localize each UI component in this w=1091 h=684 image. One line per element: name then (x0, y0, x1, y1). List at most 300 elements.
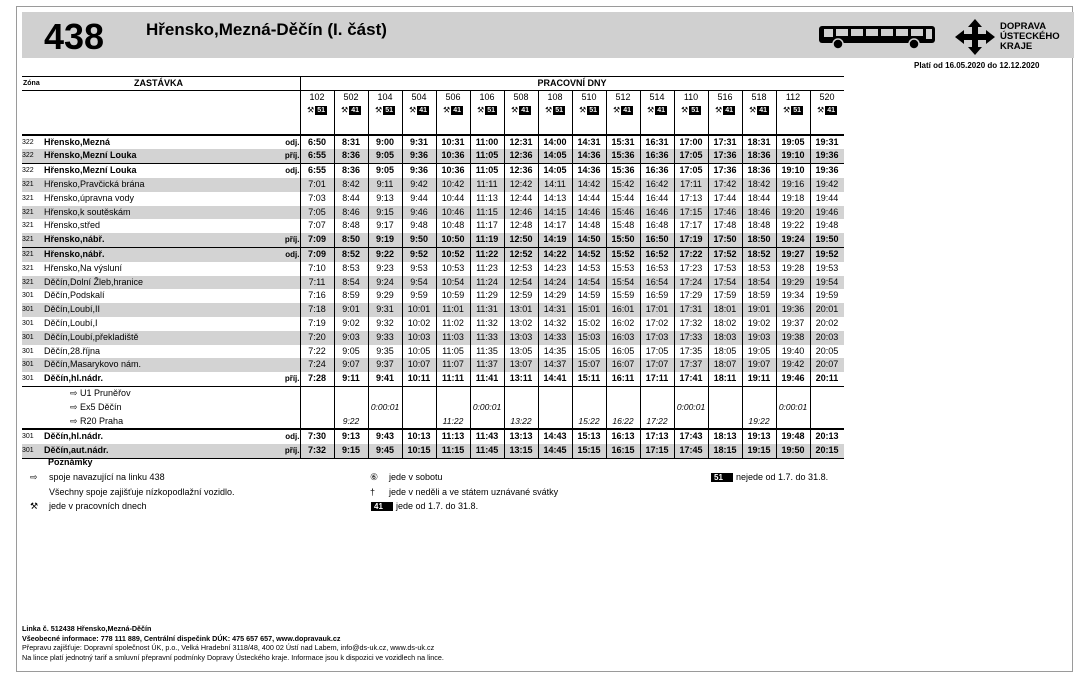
departure-time: 11:15 (436, 444, 470, 458)
period-badge: 51 (711, 473, 733, 482)
departure-time: 8:46 (334, 206, 368, 220)
connection-time (334, 386, 368, 400)
departure-time: 18:11 (708, 372, 742, 386)
departure-time: 19:48 (810, 219, 844, 233)
departure-time: 19:46 (810, 206, 844, 220)
stop-name: Děčín,Loubí,II (44, 303, 239, 317)
departure-time: 19:29 (776, 276, 810, 290)
trip-number: 108 (538, 91, 572, 104)
departure-time: 14:46 (572, 206, 606, 220)
cell-empty (239, 415, 300, 430)
departure-time: 17:03 (640, 331, 674, 345)
departure-time: 9:42 (402, 178, 436, 192)
departure-time: 19:40 (776, 345, 810, 359)
connection-time: 16:22 (606, 415, 640, 430)
departure-time: 17:31 (674, 303, 708, 317)
cell-empty (22, 91, 44, 104)
departure-time: 7:09 (300, 233, 334, 247)
timetable-row (22, 192, 844, 206)
connection-time (572, 386, 606, 400)
connection-time (708, 386, 742, 400)
connection-time (470, 415, 504, 430)
trip-number: 110 (674, 91, 708, 104)
zone-cell: 321 (22, 248, 44, 262)
departure-time: 14:59 (572, 289, 606, 303)
departure-time: 9:13 (368, 192, 402, 206)
departure-time: 16:05 (606, 345, 640, 359)
departure-time: 19:38 (776, 331, 810, 345)
stop-name: Děčín,28.října (44, 345, 101, 356)
cell-empty (402, 118, 436, 135)
connection-time (334, 401, 368, 415)
note-text: nejede od 1.7. do 31.8. (736, 472, 829, 482)
cell-empty (708, 118, 742, 135)
zone-cell: 301 (22, 358, 44, 372)
connection-time (436, 401, 470, 415)
period-badge: 51 (555, 107, 563, 115)
departure-time: 10:03 (402, 331, 436, 345)
departure-time: 11:00 (470, 135, 504, 150)
departure-time: 16:48 (640, 219, 674, 233)
departure-time: 14:05 (538, 164, 572, 178)
connection-time (300, 415, 334, 430)
timetable-row (22, 358, 844, 372)
trip-number: 520 (810, 91, 844, 104)
departure-time: 16:46 (640, 206, 674, 220)
departure-time: 16:31 (640, 135, 674, 150)
departure-time: 15:44 (606, 192, 640, 206)
period-badge: 41 (521, 107, 529, 115)
connection-row (22, 401, 844, 415)
departure-time: 9:05 (368, 149, 402, 163)
connection-time: 0:00:01 (368, 401, 402, 415)
departure-time: 18:05 (708, 345, 742, 359)
departure-time: 19:10 (776, 149, 810, 163)
zone-cell: 301 (22, 347, 34, 355)
departure-time: 15:48 (606, 219, 640, 233)
departure-time: 19:07 (742, 358, 776, 372)
departure-time: 11:23 (470, 262, 504, 276)
cell-empty (436, 118, 470, 135)
departure-time: 8:48 (334, 219, 368, 233)
departure-time: 15:36 (606, 164, 640, 178)
departure-time: 14:52 (572, 248, 606, 262)
departure-time: 15:50 (606, 233, 640, 247)
note-text: jede od 1.7. do 31.8. (396, 501, 479, 511)
departure-time: 18:36 (742, 149, 776, 163)
timetable-row (22, 206, 844, 220)
departure-time: 19:50 (776, 444, 810, 458)
connection-time: 11:22 (436, 415, 470, 430)
arrival-departure: příj. (239, 149, 300, 163)
trip-number: 506 (436, 91, 470, 104)
departure-time: 9:35 (368, 345, 402, 359)
departure-time: 17:36 (708, 164, 742, 178)
cell-empty (572, 118, 606, 135)
departure-time: 19:05 (776, 135, 810, 150)
departure-time: 11:37 (470, 358, 504, 372)
departure-time: 9:01 (334, 303, 368, 317)
departure-time: 9:43 (368, 429, 402, 444)
departure-time: 6:55 (300, 164, 334, 178)
departure-time: 17:44 (708, 192, 742, 206)
departure-time: 17:05 (674, 164, 708, 178)
hammers-icon: ⚒ (783, 105, 791, 115)
departure-time: 9:07 (334, 358, 368, 372)
departure-time: 8:50 (334, 233, 368, 247)
departure-time: 15:31 (606, 135, 640, 150)
departure-time: 18:01 (708, 303, 742, 317)
departure-time: 14:05 (538, 149, 572, 163)
departure-time: 15:11 (572, 372, 606, 386)
stop-name: Hřensko,Pravčická brána (44, 178, 239, 192)
departure-time: 17:37 (674, 358, 708, 372)
footer-line-4: Na lince platí jednotný tarif a smluvní přepravní podmínky Dopravy Ústeckého kraje. Informace jsou k dispozici ve vozidlech na lince. (22, 652, 444, 662)
departure-time: 12:42 (504, 178, 538, 192)
departure-time: 10:15 (402, 444, 436, 458)
cell-empty (239, 386, 300, 400)
departure-time: 7:28 (300, 372, 334, 386)
departure-time: 11:02 (436, 317, 470, 331)
arrival-departure: odj. (239, 164, 300, 178)
departure-time: 7:10 (300, 262, 334, 276)
cell-empty (44, 91, 239, 104)
stop-name: Hřensko,Mezní Louka (44, 164, 239, 178)
cell-empty (44, 118, 239, 135)
trip-symbol-cell (470, 103, 504, 118)
departure-time: 9:13 (334, 429, 368, 444)
period-badge: 51 (589, 107, 597, 115)
cell-empty (538, 118, 572, 135)
period-badge: 51 (487, 107, 495, 115)
departure-time: 9:52 (402, 248, 436, 262)
hammers-icon: ⚒ (647, 105, 655, 115)
zone-cell: 301 (22, 331, 44, 345)
zone-header: Zóna (22, 77, 44, 91)
departure-time: 11:35 (470, 345, 504, 359)
connection-time (776, 415, 810, 430)
cell-empty (239, 118, 300, 135)
departure-time: 11:15 (470, 206, 504, 220)
arrival-departure (239, 276, 300, 290)
cell-empty (368, 118, 402, 135)
hammers-icon: ⚒ (579, 105, 587, 115)
stop-name: Děčín,hl.nádr. (44, 372, 239, 386)
departure-time: 10:01 (402, 303, 436, 317)
stop-header: ZASTÁVKA (44, 77, 300, 91)
departure-time: 11:11 (436, 372, 470, 386)
departure-time: 8:59 (334, 289, 368, 303)
zone-cell: 321 (22, 178, 44, 192)
departure-time: 8:36 (334, 164, 368, 178)
departure-time: 17:36 (708, 149, 742, 163)
departure-time: 14:22 (538, 248, 572, 262)
trip-symbol-cell (402, 103, 436, 118)
departure-time: 14:53 (572, 262, 606, 276)
zone-cell: 322 (22, 135, 44, 150)
stop-name: Hřensko,úpravna vody (44, 192, 135, 203)
note-text: Všechny spoje zajišťuje nízkopodlažní vozidlo. (49, 486, 235, 497)
departure-time: 11:05 (470, 164, 504, 178)
departure-time: 17:01 (640, 303, 674, 317)
departure-time: 7:01 (300, 178, 334, 192)
bus-icon (818, 24, 938, 50)
hammers-icon: ⚒ (443, 105, 451, 115)
departure-time: 18:44 (742, 192, 776, 206)
departure-time: 11:45 (470, 444, 504, 458)
departure-time: 11:13 (436, 429, 470, 444)
departure-time: 15:59 (606, 289, 640, 303)
trip-symbol-cell (776, 103, 810, 118)
departure-time: 12:36 (504, 164, 538, 178)
connection-time (810, 386, 844, 400)
departure-time: 16:01 (606, 303, 640, 317)
departure-time: 7:05 (300, 206, 334, 220)
departure-time: 17:13 (640, 429, 674, 444)
period-badge: 41 (623, 107, 631, 115)
departure-time: 19:36 (810, 149, 844, 163)
cell-empty (640, 118, 674, 135)
departure-time: 14:31 (572, 135, 606, 150)
departure-time: 17:35 (674, 345, 708, 359)
timetable-row (22, 233, 844, 247)
connection-time (402, 415, 436, 430)
departure-time: 16:54 (640, 276, 674, 290)
departure-time: 18:13 (708, 429, 742, 444)
departure-time: 19:37 (776, 317, 810, 331)
arrival-departure (239, 345, 300, 359)
departure-time: 11:03 (436, 331, 470, 345)
departure-time: 9:36 (402, 164, 436, 178)
arrival-departure: odj. (239, 429, 300, 444)
departure-time: 15:05 (572, 345, 606, 359)
trip-symbol-cell (504, 103, 538, 118)
hammers-icon: ⚒ (307, 105, 315, 115)
departure-time: 17:59 (708, 289, 742, 303)
zone-cell: 321 (22, 194, 34, 202)
departure-time: 11:24 (470, 276, 504, 290)
hammers-icon: ⚒ (341, 105, 349, 115)
departure-time: 9:00 (368, 135, 402, 150)
timetable-row (22, 331, 844, 345)
departure-time: 7:22 (300, 345, 334, 359)
period-badge: 51 (317, 107, 325, 115)
departure-time: 19:13 (742, 429, 776, 444)
departure-time: 18:50 (742, 233, 776, 247)
departure-time: 12:31 (504, 135, 538, 150)
connection-time (742, 386, 776, 400)
departure-time: 10:48 (436, 219, 470, 233)
departure-time: 19:15 (742, 444, 776, 458)
departure-time: 9:53 (402, 262, 436, 276)
departure-time: 11:29 (470, 289, 504, 303)
departure-time: 20:15 (810, 444, 844, 458)
arrival-departure: příj. (239, 444, 300, 458)
departure-time: 19:36 (810, 164, 844, 178)
departure-time: 14:29 (538, 289, 572, 303)
connection-time (402, 401, 436, 415)
departure-time: 11:17 (470, 219, 504, 233)
departure-time: 15:46 (606, 206, 640, 220)
days-header: PRACOVNÍ DNY (300, 77, 844, 91)
stop-name: Hřensko,Mezná (44, 135, 239, 150)
trip-symbol-cell (674, 103, 708, 118)
cell-empty (504, 118, 538, 135)
timetable-row (22, 164, 844, 178)
cell-empty (22, 401, 44, 415)
departure-time: 10:44 (436, 192, 470, 206)
note-symbol-icon: † (370, 486, 376, 497)
departure-time: 15:52 (606, 248, 640, 262)
departure-time: 9:46 (402, 206, 436, 220)
connection-time (538, 415, 572, 430)
note-item (370, 470, 558, 485)
departure-time: 20:11 (810, 372, 844, 386)
period-badge: 51 (385, 107, 393, 115)
footer-line-1: Linka č. 512438 Hřensko,Mezná-Děčín (22, 624, 152, 633)
departure-time: 12:46 (504, 206, 538, 220)
departure-time: 18:03 (708, 331, 742, 345)
footer (22, 624, 444, 662)
departure-time: 11:13 (470, 192, 504, 206)
note-symbol-icon: ⚒ (30, 501, 39, 511)
trip-symbol-cell (606, 103, 640, 118)
departure-time: 17:52 (708, 248, 742, 262)
connection-time: 0:00:01 (674, 401, 708, 415)
departure-time: 17:48 (708, 219, 742, 233)
stop-name: Děčín,hl.nádr. (44, 429, 239, 444)
connection-time (708, 401, 742, 415)
period-badge: 51 (691, 107, 699, 115)
hammers-icon: ⚒ (375, 105, 383, 115)
notes-title: Poznámky (48, 457, 93, 467)
note-item (30, 485, 234, 500)
connection-time (810, 401, 844, 415)
departure-time: 13:13 (504, 429, 538, 444)
cell-empty (606, 118, 640, 135)
departure-time: 11:22 (470, 248, 504, 262)
departure-time: 18:02 (708, 317, 742, 331)
departure-time: 15:07 (572, 358, 606, 372)
departure-time: 12:36 (504, 149, 538, 163)
departure-time: 9:24 (368, 276, 402, 290)
departure-time: 19:03 (742, 331, 776, 345)
period-badge: 41 (725, 107, 733, 115)
arrival-departure (239, 178, 300, 192)
departure-time: 19:24 (776, 233, 810, 247)
departure-time: 8:36 (334, 149, 368, 163)
arrival-departure (239, 262, 300, 276)
hammers-icon: ⚒ (715, 105, 723, 115)
connection-time (538, 386, 572, 400)
departure-time: 17:02 (640, 317, 674, 331)
departure-time: 9:31 (368, 303, 402, 317)
departure-time: 13:03 (504, 331, 538, 345)
departure-time: 16:02 (606, 317, 640, 331)
stop-name: Hřensko,Na výsluní (44, 262, 123, 273)
hammers-icon: ⚒ (749, 105, 757, 115)
note-item (710, 470, 828, 485)
departure-time: 17:24 (674, 276, 708, 290)
departure-time: 17:13 (674, 192, 708, 206)
cell-empty (776, 118, 810, 135)
departure-time: 14:24 (538, 276, 572, 290)
departure-time: 20:03 (810, 331, 844, 345)
hammers-icon: ⚒ (409, 105, 417, 115)
connection-time: 9:22 (334, 415, 368, 430)
departure-time: 9:05 (334, 345, 368, 359)
connection-time (640, 401, 674, 415)
footer-line-3: Přepravu zajišťuje: Dopravní společnost ÚK, p.o., Velká Hradební 3118/48, 400 02 Ústí nad Labem, info@ds-uk.cz, www.ds-uk.cz (22, 643, 435, 653)
departure-time: 17:11 (640, 372, 674, 386)
departure-time: 14:37 (538, 358, 572, 372)
departure-time: 13:15 (504, 444, 538, 458)
connection-time (504, 401, 538, 415)
arrival-departure (239, 303, 300, 317)
departure-time: 7:16 (300, 289, 334, 303)
departure-time: 16:11 (606, 372, 640, 386)
period-badge: 41 (759, 107, 767, 115)
departure-time: 17:07 (640, 358, 674, 372)
timetable-row (22, 149, 844, 163)
departure-time: 14:36 (572, 149, 606, 163)
zone-cell: 321 (22, 233, 44, 247)
connection-time (368, 386, 402, 400)
departure-time: 14:43 (538, 429, 572, 444)
connection-time (606, 401, 640, 415)
departure-time: 14:36 (572, 164, 606, 178)
note-symbol-icon: ⇨ (30, 472, 38, 482)
departure-time: 18:53 (742, 262, 776, 276)
note-text: jede v neděli a ve státem uznávané svátky (389, 486, 559, 497)
departure-time: 9:41 (368, 372, 402, 386)
departure-time: 17:32 (674, 317, 708, 331)
departure-time: 19:42 (810, 178, 844, 192)
departure-time: 16:52 (640, 248, 674, 262)
trip-number: 112 (776, 91, 810, 104)
connection-time: 0:00:01 (776, 401, 810, 415)
hammers-icon: ⚒ (817, 105, 825, 115)
departure-time: 14:41 (538, 372, 572, 386)
departure-time: 17:00 (674, 135, 708, 150)
departure-time: 9:31 (402, 135, 436, 150)
departure-time: 10:59 (436, 289, 470, 303)
departure-time: 20:13 (810, 429, 844, 444)
departure-time: 19:48 (776, 429, 810, 444)
departure-time: 7:32 (300, 444, 334, 458)
departure-time: 19:22 (776, 219, 810, 233)
departure-time: 10:02 (402, 317, 436, 331)
trip-number: 104 (368, 91, 402, 104)
trip-number: 504 (402, 91, 436, 104)
departure-time: 19:44 (810, 192, 844, 206)
departure-time: 17:05 (674, 149, 708, 163)
departure-time: 10:36 (436, 164, 470, 178)
stop-name: Děčín,Podskalí (44, 290, 105, 301)
zone-cell: 322 (22, 149, 44, 163)
trip-number: 106 (470, 91, 504, 104)
departure-time: 15:54 (606, 276, 640, 290)
departure-time: 17:54 (708, 276, 742, 290)
departure-time: 16:13 (606, 429, 640, 444)
trip-symbol-cell (640, 103, 674, 118)
zone-cell: 321 (22, 206, 44, 220)
trip-symbol-cell (742, 103, 776, 118)
timetable-row (22, 289, 844, 303)
note-item (370, 485, 558, 500)
arrival-departure: odj. (239, 135, 300, 150)
timetable-row (22, 135, 844, 150)
